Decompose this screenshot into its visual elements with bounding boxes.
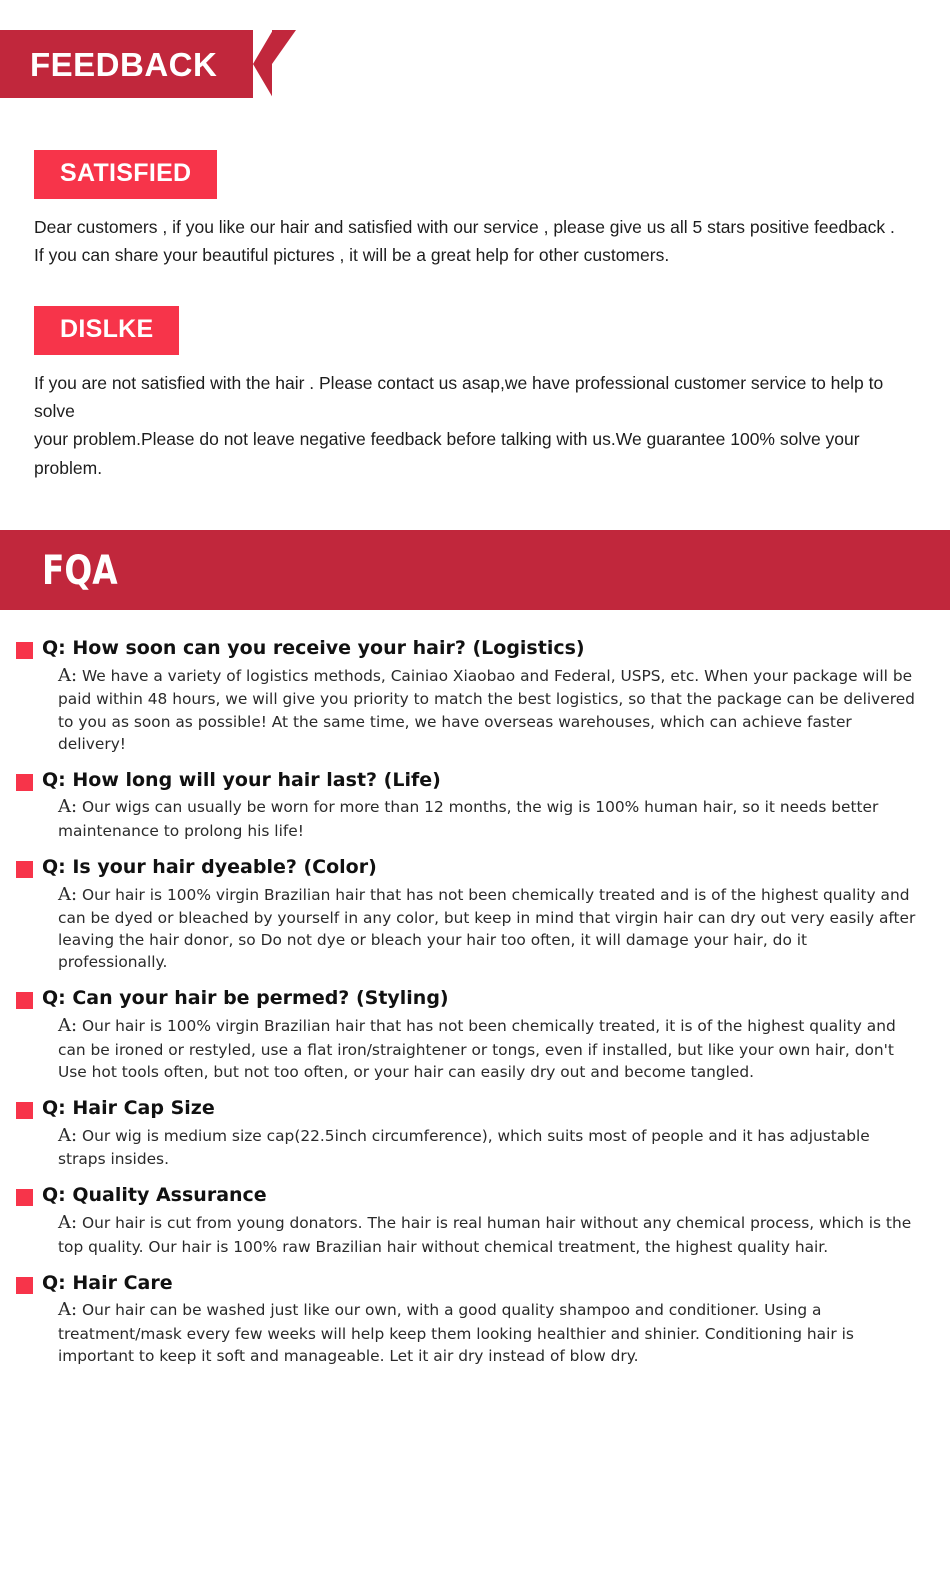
faq-answer-row — [58, 663, 920, 755]
faq-question-row — [16, 986, 920, 1011]
faq-answer-row — [58, 1123, 920, 1171]
faq-question-row — [16, 768, 920, 793]
faq-answer-label: A: — [58, 883, 78, 905]
square-bullet-icon — [16, 1189, 33, 1206]
faq-question: Q: Is your hair dyeable? (Color) — [42, 855, 377, 878]
square-bullet-icon — [16, 1277, 33, 1294]
faq-item — [16, 986, 920, 1082]
faq-answer-label: A: — [58, 796, 78, 818]
faq-answer-label: A: — [58, 1212, 78, 1234]
faq-question-row — [16, 1271, 920, 1296]
faq-answer: Our hair is 100% virgin Brazilian hair that has not been chemically treated and is of the highest quality and can be dyed or bleached by yourself in any color, but keep in mind that virgin hair can dry out very easily after leaving the hair donor, so Do not dye or bleach your hair too often, it will damage your hair, do it professionally. — [58, 885, 916, 972]
square-bullet-icon — [16, 992, 33, 1009]
faq-question-row — [16, 1183, 920, 1208]
faq-answer: Our hair is cut from young donators. The hair is real human hair without any chemical process, which is the top quality. Our hair is 100% raw Brazilian hair without chemical treatment, the highest quality hair. — [58, 1214, 912, 1256]
faq-answer: Our hair is 100% virgin Brazilian hair that has not been chemically treated, it is of the highest quality and can be ironed or restyled, use a flat iron/straightener or tongs, even if installed, but like your own hair, don't Use hot tools often, but not too often, or your hair can easily dry out and become tangled. — [58, 1017, 896, 1081]
banner-tail-shape — [272, 30, 296, 98]
faq-question: Q: Hair Cap Size — [42, 1096, 215, 1119]
square-bullet-icon — [16, 1102, 33, 1119]
faq-answer-row — [58, 794, 920, 842]
dislike-label-wrap — [34, 306, 950, 355]
faq-item — [16, 768, 920, 842]
faq-item — [16, 1096, 920, 1170]
faq-answer-label: A: — [58, 1299, 78, 1321]
faq-answer-row — [58, 1013, 920, 1083]
dislike-text-line-1: If you are not satisfied with the hair . Please contact us asap,we have professional customer service to help to solve — [34, 372, 884, 422]
faq-answer: Our wig is medium size cap(22.5inch circumference), which suits most of people and it has adjustable straps insides. — [58, 1126, 870, 1169]
dislike-label: DISLKE — [34, 306, 179, 355]
faq-item — [16, 1271, 920, 1367]
faq-answer: Our wigs can usually be worn for more than 12 months, the wig is 100% human hair, so it needs better maintenance to prolong his life! — [58, 798, 879, 840]
faq-answer-row — [58, 1297, 920, 1367]
faq-question-row — [16, 855, 920, 880]
fqa-banner-title: FQA — [42, 548, 118, 595]
feedback-banner — [0, 30, 272, 98]
satisfied-text-line-2: If you can share your beautiful pictures , it will be a great help for other customers. — [34, 245, 670, 266]
faq-question: Q: How long will your hair last? (Life) — [42, 768, 441, 791]
faq-item — [16, 1183, 920, 1257]
faq-answer: Our hair can be washed just like our own, with a good quality shampoo and conditioner. Using a treatment/mask every few weeks will help keep them looking healthier and shinier. Conditioning hair is important to keep it soft and manageable. Let it air dry instead of blow dry. — [58, 1301, 854, 1366]
faq-question: Q: Quality Assurance — [42, 1184, 267, 1207]
faq-answer-label: A: — [58, 1124, 78, 1146]
faq-answer: We have a variety of logistics methods, Cainiao Xiaobao and Federal, USPS, etc. When your package will be paid within 48 hours, we will give you priority to match the best logistics, so that the package can be delivered to you as soon as possible! At the same time, we have overseas warehouses, which can achieve faster delivery! — [58, 666, 915, 753]
faq-question: Q: How soon can you receive your hair? (Logistics) — [42, 637, 585, 660]
faq-question: Q: Can your hair be permed? (Styling) — [42, 987, 449, 1010]
feedback-banner-title: FEEDBACK — [30, 46, 218, 83]
faq-item — [16, 636, 920, 754]
square-bullet-icon — [16, 774, 33, 791]
faq-list — [0, 610, 950, 1400]
dislike-text — [34, 369, 916, 482]
faq-question-row — [16, 636, 920, 661]
square-bullet-icon — [16, 642, 33, 659]
faq-answer-row — [58, 882, 920, 974]
square-bullet-icon — [16, 861, 33, 878]
faq-answer-label: A: — [58, 664, 78, 686]
faq-answer-label: A: — [58, 1015, 78, 1037]
fqa-banner — [0, 530, 950, 610]
banner-notch-shape — [253, 30, 273, 98]
satisfied-text-line-1: Dear customers , if you like our hair and satisfied with our service , please give us all 5 stars positive feedback . — [34, 217, 895, 237]
satisfied-label-wrap — [34, 150, 950, 199]
faq-answer-row — [58, 1210, 920, 1258]
faq-question: Q: Hair Care — [42, 1271, 173, 1294]
satisfied-label: SATISFIED — [34, 150, 217, 199]
dislike-text-line-2: your problem.Please do not leave negative feedback before talking with us.We guarantee 100% solve your problem. — [34, 429, 860, 478]
faq-item — [16, 855, 920, 973]
faq-question-row — [16, 1096, 920, 1121]
satisfied-text — [34, 213, 916, 270]
